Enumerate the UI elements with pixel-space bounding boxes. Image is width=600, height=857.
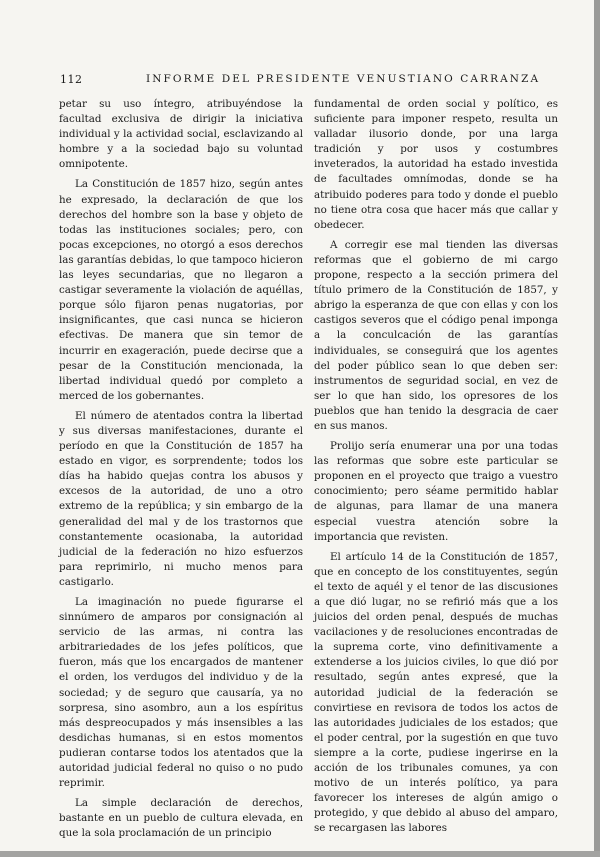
page-header [60,73,542,87]
paragraph: La imaginación no puede figurarse el sinnúmero de amparos por consignación al servicio de las armas, ni contra las arbitrariedades de los jefes políticos, que fueron, más que los encargados de mantener el orden, los verdugos del individuo y de la sociedad; y de seguro que causaría, ya no sorpresa, sino asombro, aun a los espíritus más despreocupados y más insensibles a las desdichas humanas, si en estos momentos pudieran contarse todos los atentados que la autoridad judicial federal no quiso o no pudo reprimir. [59,596,303,790]
paragraph: La Constitución de 1857 hizo, según antes he expresado, la declaración de que los derechos del hombre son la base y objeto de todas las instituciones sociales; pero, con pocas excepciones, no otorgó a esos derechos las garantías debidas, lo que tampoco hicieron las leyes secundarias, que no llegaron a castigar severamente la violación de aquéllas, porque sólo fijaron penas nugatorias, por insignificantes, que casi nunca se hicieron efectivas. De manera que sin temor de incurrir en exageración, puede decirse que a pesar de la Constitución mencionada, la libertad individual quedó por completo a merced de los gobernantes. [59,178,303,402]
running-title: INFORME DEL PRESIDENTE VENUSTIANO CARRANZA [146,73,541,85]
scan-edge-right [594,0,600,857]
paragraph: La simple declaración de derechos, bastante en un pueblo de cultura elevada, en que la sola proclamación de un principio [59,797,303,840]
left-column [59,97,303,842]
scan-edge-bottom [0,851,600,857]
page-number: 112 [60,73,83,86]
paragraph: fundamental de orden social y político, es suficiente para imponer respeto, resulta un valladar ilusorio donde, por una larga tradición y por usos y costumbres inveterados, la autoridad ha estado investida de facultades omnímodas, donde se ha atribuido poderes para todo y donde el pueblo no tiene otra cosa que hacer más que callar y obedecer. [314,98,558,231]
paragraph: petar su uso íntegro, atribuyéndose la facultad exclusiva de dirigir la iniciativa individual y la actividad social, esclavizando al hombre y a la sociedad bajo su voluntad omnipotente. [59,98,303,171]
paragraph: Prolijo sería enumerar una por una todas las reformas que sobre este particular se proponen en el proyecto que traigo a vuestro conocimiento; pero séame permitido hablar de algunas, para llamar de una manera especial vuestra atención sobre la importancia que revisten. [314,440,558,543]
paragraph: A corregir ese mal tienden las diversas reformas que el gobierno de mi cargo propone, respecto a la sección primera del título primero de la Constitución de 1857, y abrigo la esperanza de que con ellas y con los castigos severos que el código penal imponga a la conculcación de las garantías individuales, se conseguirá que los agentes del poder público sean lo que deben ser: instrumentos de seguridad social, en vez de ser lo que han sido, los opresores de los pueblos que han tenido la desgracia de caer en sus manos. [314,238,558,432]
right-column [314,97,558,837]
paragraph: El número de atentados contra la libertad y sus diversas manifestaciones, durante el período en que la Constitución de 1857 ha estado en vigor, es sorprendente; todos los días ha habido quejas contra los abusos y excesos de la autoridad, de uno a otro extremo de la república; y sin embargo de la generalidad del mal y de los trastornos que constantemente ocasionaba, la autoridad judicial de la federación no hizo esfuerzos para reprimirlo, ni mucho menos para castigarlo. [59,409,303,588]
paragraph: El artículo 14 de la Constitución de 1857, que en concepto de los constituyentes, según el texto de aquél y el tenor de las discusiones a que dió lugar, no se refirió más que a los juicios del orden penal, después de muchas vacilaciones y de resoluciones encontradas de la suprema corte, vino definitivamente a extenderse a los juicios civiles, lo que dió por resultado, según antes expresé, que la autoridad judicial de la federación se convirtiese en revisora de todos los actos de las autoridades judiciales de los estados; que el poder central, por la sugestión en que tuvo siempre a la corte, pudiese ingerirse en la acción de los tribunales comunes, ya con motivo de un interés político, ya para favorecer los intereses de algún amigo o protegido, y que debido al abuso del amparo, se recargasen las labores [314,550,558,835]
